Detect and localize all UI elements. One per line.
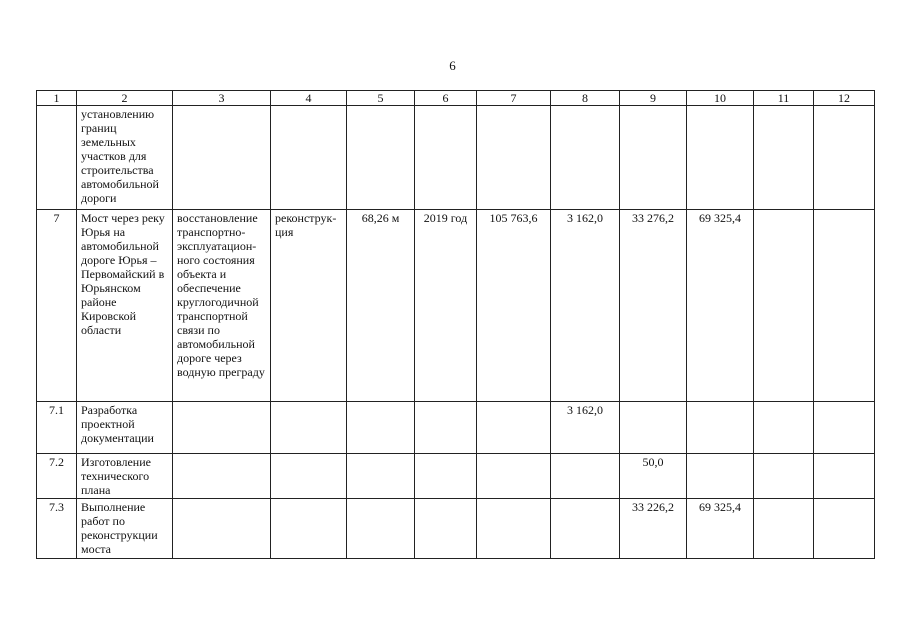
table-cell: 33 226,2: [620, 499, 687, 559]
table-cell: [37, 106, 77, 210]
table-cell: [415, 402, 477, 454]
header-row: [37, 91, 875, 106]
table-cell: [754, 454, 814, 499]
page-number: 6: [449, 58, 456, 73]
column-header: 11: [754, 91, 814, 106]
table-cell: 7: [37, 210, 77, 402]
table-cell: реконструк-ция: [271, 210, 347, 402]
table-cell: [620, 402, 687, 454]
table-cell: [477, 106, 551, 210]
table-cell: [347, 402, 415, 454]
table-cell: [347, 499, 415, 559]
table-cell: 3 162,0: [551, 210, 620, 402]
table-cell: [551, 499, 620, 559]
table-cell: [271, 499, 347, 559]
table-cell: [477, 499, 551, 559]
table-cell: 3 162,0: [551, 402, 620, 454]
table-cell: [754, 499, 814, 559]
column-header: 10: [687, 91, 754, 106]
table-row-7: [37, 210, 875, 402]
table-cell: 7.3: [37, 499, 77, 559]
column-header: 9: [620, 91, 687, 106]
table-cell: [814, 402, 875, 454]
table-cell: 69 325,4: [687, 499, 754, 559]
table-cell: [551, 454, 620, 499]
table-cell: [347, 106, 415, 210]
table-cell: Изготовление технического плана: [77, 454, 173, 499]
table-cell: [271, 402, 347, 454]
table-cell: [551, 106, 620, 210]
table-cell: [687, 402, 754, 454]
table-cell: [814, 499, 875, 559]
table-cell: [754, 106, 814, 210]
table-cell: 7.2: [37, 454, 77, 499]
table-cell: [415, 106, 477, 210]
table-cell: [271, 454, 347, 499]
column-header: 12: [814, 91, 875, 106]
table-cell: [814, 106, 875, 210]
table-cell: [814, 454, 875, 499]
table-cell: 7.1: [37, 402, 77, 454]
table-cell: [477, 402, 551, 454]
column-header: 7: [477, 91, 551, 106]
table-cell: [687, 106, 754, 210]
table-cell: [347, 454, 415, 499]
column-header: 8: [551, 91, 620, 106]
column-header: 3: [173, 91, 271, 106]
table-cell: 2019 год: [415, 210, 477, 402]
column-header: 2: [77, 91, 173, 106]
table-cell: [415, 454, 477, 499]
table-cell: [173, 402, 271, 454]
table-cell: установлению границ земельных участков для строительства автомобильной дороги: [77, 106, 173, 210]
column-header: 4: [271, 91, 347, 106]
table-cell: [271, 106, 347, 210]
table-row-continuation: [37, 106, 875, 210]
table-row-7-2: [37, 454, 875, 499]
table-cell: Мост через реку Юрья на автомобильной дороге Юрья – Первомайский в Юрьянском районе Кировской области: [77, 210, 173, 402]
column-header: 5: [347, 91, 415, 106]
table-cell: восстановление транспортно-эксплуатацион-ного состояния объекта и обеспечение круглогодичной транспортной связи по автомобильной дороге через водную преграду: [173, 210, 271, 402]
table-cell: [415, 499, 477, 559]
data-table: [36, 90, 875, 559]
table-cell: [620, 106, 687, 210]
column-header: 6: [415, 91, 477, 106]
table-cell: 50,0: [620, 454, 687, 499]
table-cell: [814, 210, 875, 402]
table-cell: [754, 402, 814, 454]
table-cell: 69 325,4: [687, 210, 754, 402]
table-cell: [173, 499, 271, 559]
table-row-7-3: [37, 499, 875, 559]
table-cell: Выполнение работ по реконструкции моста: [77, 499, 173, 559]
table-cell: 105 763,6: [477, 210, 551, 402]
table-cell: 33 276,2: [620, 210, 687, 402]
table-cell: 68,26 м: [347, 210, 415, 402]
table-cell: Разработка проектной документации: [77, 402, 173, 454]
column-header: 1: [37, 91, 77, 106]
table-row-7-1: [37, 402, 875, 454]
table-cell: [687, 454, 754, 499]
table-cell: [477, 454, 551, 499]
table-cell: [754, 210, 814, 402]
table-cell: [173, 454, 271, 499]
table-cell: [173, 106, 271, 210]
